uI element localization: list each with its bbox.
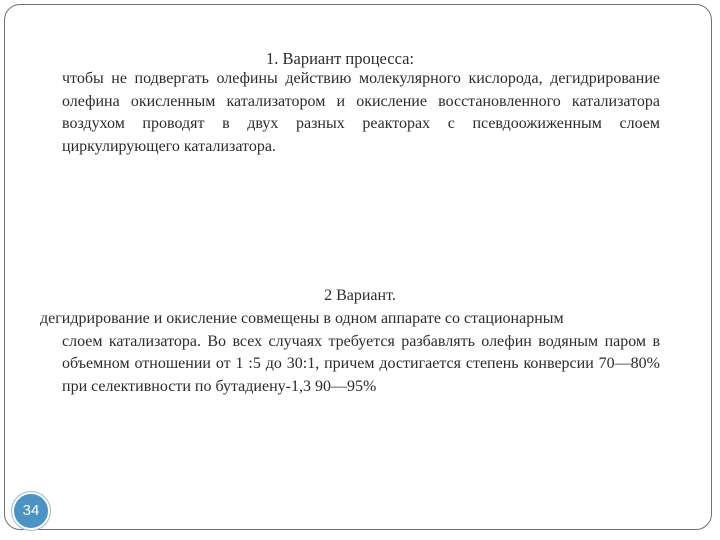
- page-number-badge: 34: [12, 492, 50, 530]
- variant-2-continuation: слоем катализатора. Во всех случаях требуется разбавлять олефин водяным паром в объемном отношении от 1 :5 до 30:1, причем достигается степень конверсии 70—80% при селективности по бутадиену-1,3 90—95%: [62, 332, 660, 395]
- variant-1-heading: 1. Вариант процесса:: [266, 49, 415, 68]
- variant-2-first-line: дегидрирование и окисление совмещены в одном аппарате со стационарным: [40, 310, 564, 327]
- variant-2-heading: 2 Вариант.: [324, 287, 396, 304]
- variant-1-paragraph: чтобы не подвергать олефины действию молекулярного кислорода, дегидрирование олефина окисленным катализатором и окисление восстановленного катализатора воздухом проводят в двух разных реакторах с псевдоожиженным слоем циркулирующего катализатора.: [62, 70, 660, 155]
- variant-2-paragraph: [40, 308, 660, 398]
